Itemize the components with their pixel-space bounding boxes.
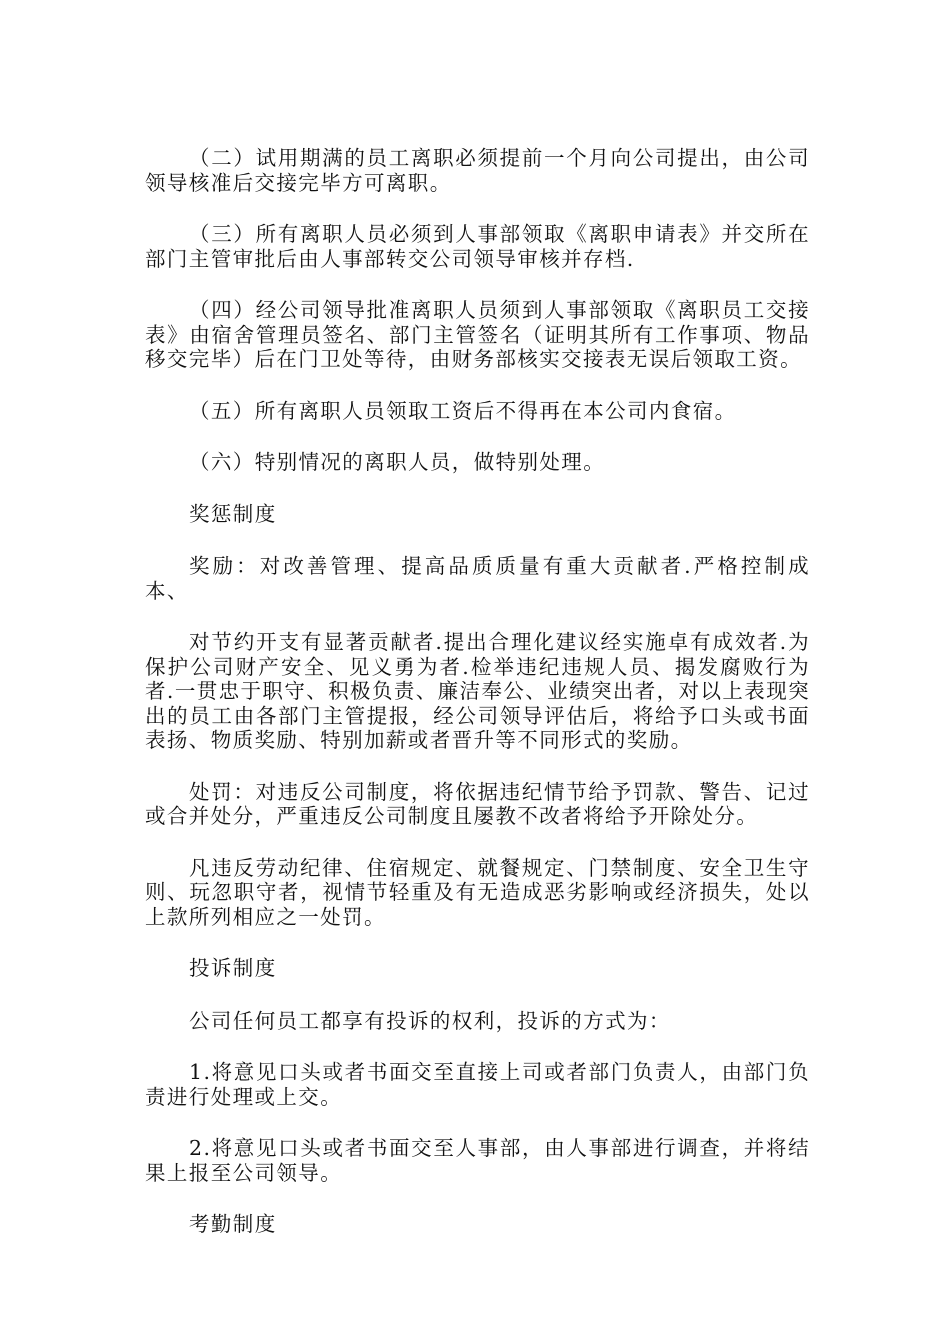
paragraph-complaint-right: 公司任何员工都享有投诉的权利，投诉的方式为： [189,1008,671,1033]
heading-complaints: 投诉制度 [189,956,277,980]
document-body [145,146,810,1265]
heading-rewards-penalties: 奖惩制度 [189,501,277,526]
paragraph-complaint-method-2: 2.将意见口头或者书面交至人事部，由人事部进行调查，并将结果上报至公司领导。 [145,1136,810,1185]
paragraph-complaint-method-1: 1.将意见口头或者书面交至直接上司或者部门负责人，由部门负责进行处理或上交。 [145,1060,810,1109]
paragraph-violations: 凡违反劳动纪律、住宿规定、就餐规定、门禁制度、安全卫生守则、玩忽职守者，视情节轻重及有无造成恶劣影响或经济损失，处以上款所列相应之一处罚。 [145,855,810,929]
paragraph-rewards-intro: 奖励：对改善管理、提高品质质量有重大贡献者.严格控制成本、 [145,554,810,603]
paragraph-rewards-detail: 对节约开支有显著贡献者.提出合理化建议经实施卓有成效者.为保护公司财产安全、见义勇为者.检举违纪违规人员、揭发腐败行为者.一贯忠于职守、积极负责、廉洁奉公、业绩突出者，对以上表现突出的员工由各部门主管提报，经公司领导评估后，将给予口头或书面表扬、物质奖励、特别加薪或者晋升等不同形式的奖励。 [145,630,810,752]
paragraph-special-cases: （六）特别情况的离职人员，做特别处理。 [189,450,606,474]
paragraph-penalties: 处罚：对违反公司制度，将依据违纪情节给予罚款、警告、记过或合并处分，严重违反公司制度且屡教不改者将给予开除处分。 [145,779,810,828]
paragraph-probation-resignation: （二）试用期满的员工离职必须提前一个月向公司提出，由公司领导核准后交接完毕方可离职。 [145,146,810,195]
paragraph-handover-form: （四）经公司领导批准离职人员须到人事部领取《离职员工交接表》由宿舍管理员签名、部门主管签名（证明其所有工作事项、物品移交完毕）后在门卫处等待，由财务部核实交接表无误后领取工资。 [145,298,810,371]
heading-attendance: 考勤制度 [189,1212,277,1236]
paragraph-resignation-application: （三）所有离职人员必须到人事部领取《离职申请表》并交所在部门主管审批后由人事部转交公司领导审核并存档. [145,222,810,271]
paragraph-no-lodging: （五）所有离职人员领取工资后不得再在本公司内食宿。 [189,398,737,423]
